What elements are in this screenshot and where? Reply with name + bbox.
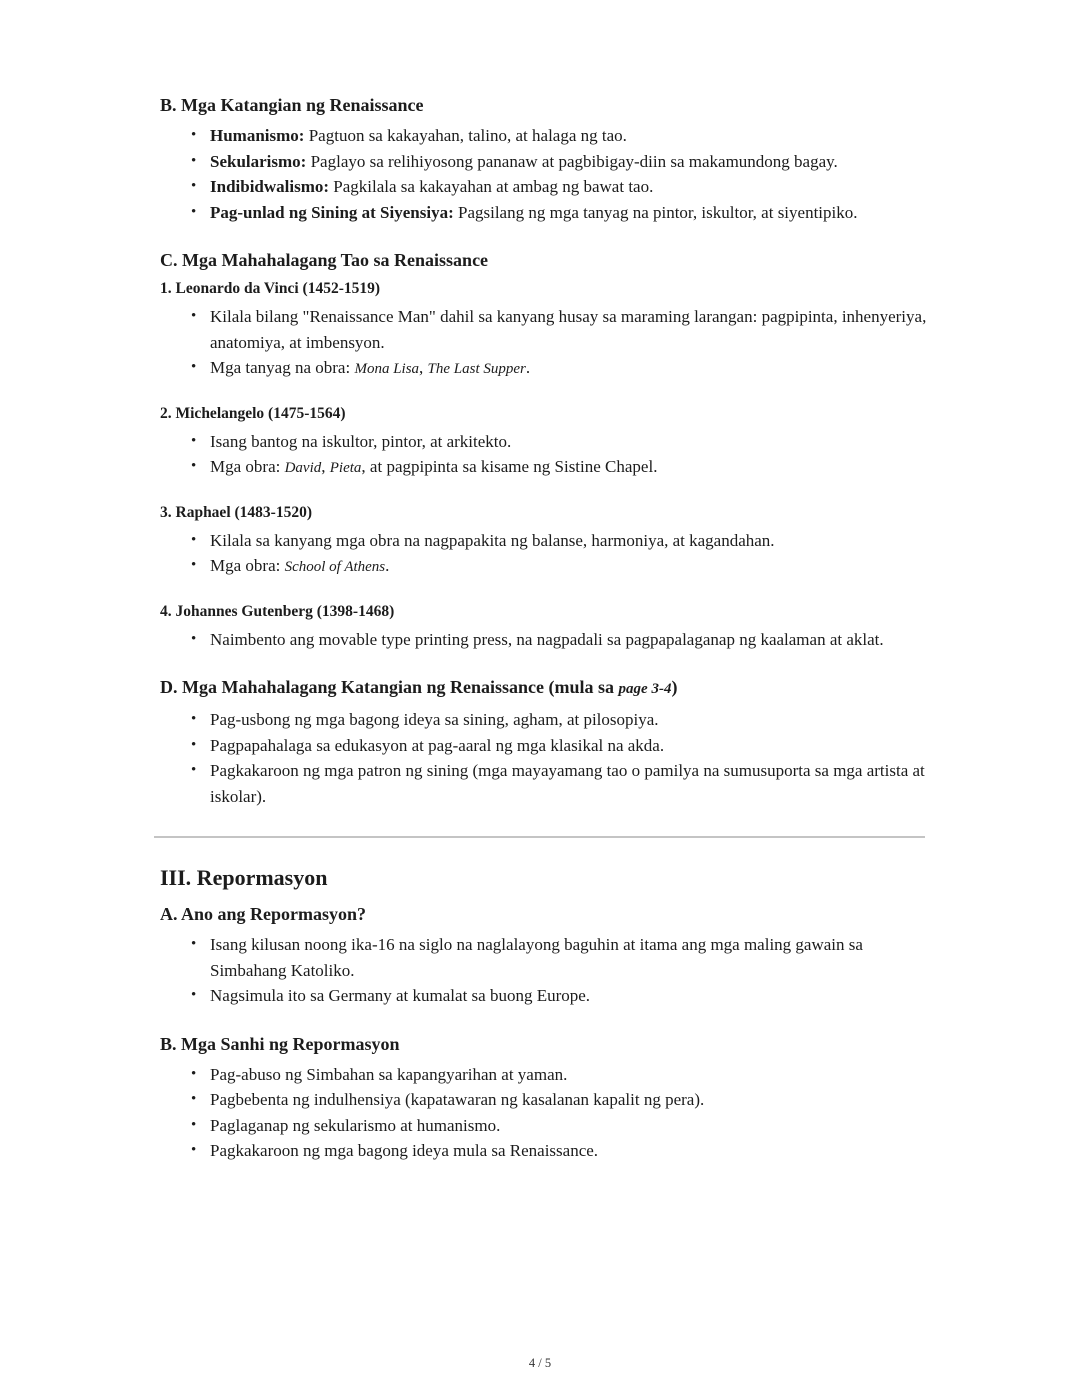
list-item-text: Pag-unlad ng Sining at Siyensiya: Pagsilang ng mga tanyag na pintor, iskultor, at siyentipiko.	[210, 202, 858, 222]
list-item	[160, 758, 927, 809]
bullet-icon: •	[191, 127, 197, 143]
list-item	[160, 149, 927, 175]
person-heading-raphael: 3. Raphael (1483-1520)	[160, 503, 312, 521]
list-item	[160, 123, 927, 149]
list-item	[160, 429, 927, 455]
list-item	[160, 627, 927, 653]
list-item	[160, 733, 927, 759]
person-heading-leonardo: 1. Leonardo da Vinci (1452-1519)	[160, 280, 381, 297]
list-item	[160, 1087, 927, 1113]
bullet-icon: •	[191, 308, 197, 324]
page-reference: page 3-4	[618, 681, 672, 697]
bullet-icon: •	[191, 762, 197, 778]
section-b-list	[160, 123, 927, 225]
section-heading-iii-a: A. Ano ang Repormasyon?	[160, 904, 367, 924]
list-item-text: Pagpapahalaga sa edukasyon at pag-aaral ng mga klasikal na akda.	[210, 735, 665, 755]
bullet-icon: •	[191, 711, 197, 727]
list-item-text: Pag-abuso ng Simbahan sa kapangyarihan at yaman.	[210, 1064, 568, 1084]
list-item	[160, 454, 927, 482]
section-heading-b: B. Mga Katangian ng Renaissance	[160, 95, 424, 115]
bullet-icon: •	[191, 458, 197, 474]
bullet-icon: •	[191, 1091, 197, 1107]
list-item	[160, 528, 927, 554]
list-item-text: Isang bantog na iskultor, pintor, at arkitekto.	[210, 431, 512, 451]
list-item-text: Isang kilusan noong ika-16 na siglo na naglalayong baguhin at itama ang mga maling gawain sa Simbahang Katoliko.	[210, 935, 863, 980]
list-item	[160, 200, 927, 226]
bullet-icon: •	[191, 1065, 197, 1082]
list-item	[160, 707, 927, 733]
list-item-text: Indibidwalismo: Pagkilala sa kakayahan at ambag ng bawat tao.	[210, 177, 654, 196]
page-number: 4 / 5	[528, 1356, 552, 1370]
list-item-text: Humanismo: Pagtuon sa kakayahan, talino, at halaga ng tao.	[210, 126, 627, 145]
section-heading-c: C. Mga Mahahalagang Tao sa Renaissance	[160, 250, 489, 270]
list-item	[160, 983, 927, 1009]
section-iii-a-list	[160, 932, 927, 1009]
person-heading-michelangelo: 2. Michelangelo (1475-1564)	[160, 404, 346, 422]
list-item-text: Paglaganap ng sekularismo at humanismo.	[210, 1115, 501, 1135]
list-item-text: Pagkakaroon ng mga bagong ideya mula sa Renaissance.	[210, 1141, 599, 1160]
list-item-text: Pagbebenta ng indulhensiya (kapatawaran ng kasalanan kapalit ng pera).	[210, 1090, 705, 1109]
section-divider	[154, 836, 925, 838]
bullet-icon: •	[191, 736, 197, 753]
section-heading-iii: III. Repormasyon	[160, 865, 328, 890]
list-item	[160, 355, 927, 383]
bullet-icon: •	[191, 1116, 197, 1133]
list-item	[160, 1062, 927, 1088]
person-gutenberg-list	[160, 627, 927, 653]
list-item-text: Pagkakaroon ng mga patron ng sining (mga mayayamang tao o pamilya na sumusuporta sa mga artista at iskolar).	[210, 761, 925, 806]
list-item	[160, 932, 927, 983]
list-item	[160, 304, 927, 355]
list-item	[160, 1113, 927, 1139]
person-leonardo-list	[160, 304, 927, 383]
bullet-icon: •	[191, 557, 197, 573]
person-raphael-list	[160, 528, 927, 581]
list-item-text: Sekularismo: Paglayo sa relihiyosong pananaw at pagbibigay-diin sa makamundong bagay.	[210, 151, 838, 171]
person-heading-gutenberg: 4. Johannes Gutenberg (1398-1468)	[160, 602, 395, 620]
section-heading-iii-b: B. Mga Sanhi ng Repormasyon	[160, 1033, 400, 1054]
list-item-text: Mga obra: School of Athens.	[210, 556, 390, 575]
bullet-icon: •	[191, 203, 197, 220]
bullet-icon: •	[191, 1142, 197, 1158]
bullet-icon: •	[191, 936, 197, 952]
list-item-text: Nagsimula ito sa Germany at kumalat sa buong Europe.	[210, 986, 591, 1005]
bullet-icon: •	[191, 630, 197, 647]
section-iii-b-list	[160, 1062, 927, 1164]
list-item-text: Naimbento ang movable type printing press, na nagpadali sa pagpapalaganap ng kaalaman at aklat.	[210, 629, 884, 649]
list-item-text: Mga tanyag na obra: Mona Lisa, The Last Supper.	[210, 358, 531, 377]
bullet-icon: •	[191, 432, 197, 449]
list-item	[160, 1138, 927, 1164]
list-item-text: Kilala bilang "Renaissance Man" dahil sa kanyang husay sa maraming larangan: pagpipinta, inhenyeriya, anatomiya, at imbensyon.	[210, 307, 927, 352]
bullet-icon: •	[191, 359, 197, 375]
list-item	[160, 553, 927, 581]
list-item	[160, 174, 927, 200]
bullet-icon: •	[191, 531, 197, 548]
person-michelangelo-list	[160, 429, 927, 482]
list-item-text: Kilala sa kanyang mga obra na nagpapakita ng balanse, harmoniya, at kagandahan.	[210, 530, 775, 550]
list-item-text: Mga obra: David, Pieta, at pagpipinta sa kisame ng Sistine Chapel.	[210, 457, 658, 476]
bullet-icon: •	[191, 152, 197, 169]
bullet-icon: •	[191, 178, 197, 194]
bullet-icon: •	[191, 987, 197, 1003]
section-d-list	[160, 707, 927, 809]
list-item-text: Pag-usbong ng mga bagong ideya sa sining, agham, at pilosopiya.	[210, 710, 659, 729]
section-heading-d: D. Mga Mahahalagang Katangian ng Renaissance (mula sa page 3-4)	[160, 677, 678, 697]
